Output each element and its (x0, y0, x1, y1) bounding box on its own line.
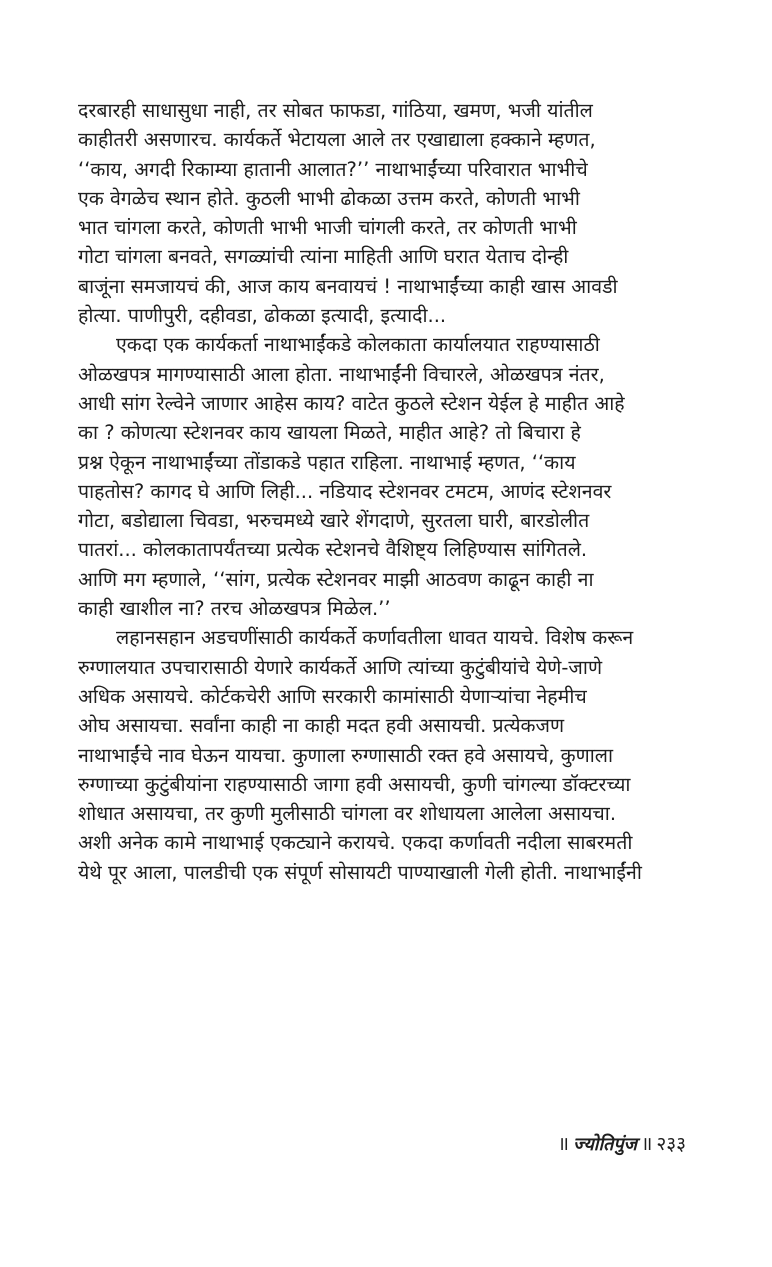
text-line: ‘‘काय, अगदी रिकाम्या हातानी आलात?’’ नाथाभाईंच्या परिवारात भाभीचे (78, 157, 588, 181)
text-line: नाथाभाईंचे नाव घेऊन यायचा. कुणाला रुग्णासाठी रक्त हवे असायचे, कुणाला (78, 743, 614, 767)
text-line: रुग्णाच्या कुटुंबीयांना राहण्यासाठी जागा हवी असायची, कुणी चांगल्या डॉक्टरच्या (78, 772, 631, 796)
page-number: २३३ (656, 1133, 686, 1155)
text-line: एकदा एक कार्यकर्ता नाथाभाईंकडे कोलकाता कार्यालयात राहण्यासाठी (116, 333, 600, 357)
text-line: काहीतरी असणारच. कार्यकर्ते भेटायला आले तर एखाद्याला हक्काने म्हणत, (78, 128, 596, 152)
paragraph-3 (78, 623, 690, 887)
text-line: प्रश्न ऐकून नाथाभाईंच्या तोंडाकडे पहात राहिला. नाथाभाई म्हणत, ‘‘काय (78, 450, 576, 474)
text-line: काही खाशील ना? तरच ओळखपत्र मिळेल.’’ (78, 597, 391, 621)
text-line: अधिक असायचे. कोर्टकचेरी आणि सरकारी कामांसाठी येणाऱ्यांचा नेहमीच (78, 684, 587, 708)
text-line: गोटा, बडोद्याला चिवडा, भरुचमध्ये खारे शेंगदाणे, सुरतला घारी, बारडोलीत (78, 509, 590, 533)
page-footer (558, 1130, 686, 1156)
text-line: एक वेगळेच स्थान होते. कुठली भाभी ढोकळा उत्तम करते, कोणती भाभी (78, 186, 580, 210)
text-line: ओघ असायचा. सर्वांना काही ना काही मदत हवी असायची. प्रत्येकजण (78, 714, 565, 738)
book-title-logo: ज्योतिपुंज (573, 1134, 637, 1155)
text-line: आणि मग म्हणाले, ‘‘सांग, प्रत्येक स्टेशनवर माझी आठवण काढून काही ना (78, 567, 594, 591)
text-line: होत्या. पाणीपुरी, दहीवडा, ढोकळा इत्यादी, इत्यादी... (78, 304, 447, 328)
text-line: भात चांगला करते, कोणती भाभी भाजी चांगली करते, तर कोणती भाभी (78, 216, 577, 240)
text-line: दरबारही साधासुधा नाही, तर सोबत फाफडा, गांठिया, खमण, भजी यांतील (78, 99, 593, 122)
text-line: आधी सांग रेल्वेने जाणार आहेस काय? वाटेत कुठले स्टेशन येईल हे माहीत आहे (78, 391, 625, 415)
text-line: शोधात असायचा, तर कुणी मुलीसाठी चांगला वर शोधायला आलेला असायचा. (78, 802, 617, 826)
footer-close-mark: ॥ (640, 1133, 653, 1155)
text-line: का ? कोणत्या स्टेशनवर काय खायला मिळते, माहीत आहे? तो बिचारा हे (78, 421, 581, 445)
page-body (78, 96, 690, 887)
text-line: येथे पूर आला, पालडीची एक संपूर्ण सोसायटी पाण्याखाली गेली होती. नाथाभाईंनी (78, 860, 642, 884)
text-line: रुग्णालयात उपचारासाठी येणारे कार्यकर्ते आणि त्यांच्या कुटुंबीयांचे येणे-जाणे (78, 655, 603, 679)
paragraph-2 (78, 330, 690, 623)
text-line: अशी अनेक कामे नाथाभाई एकट्याने करायचे. एकदा कर्णावती नदीला साबरमती (78, 831, 633, 855)
text-line: लहानसहान अडचणींसाठी कार्यकर्ते कर्णावतीला धावत यायचे. विशेष करून (116, 626, 634, 650)
text-line: ओळखपत्र मागण्यासाठी आला होता. नाथाभाईंनी विचारले, ओळखपत्र नंतर, (78, 362, 605, 386)
text-line: पातरां... कोलकातापर्यंतच्या प्रत्येक स्टेशनचे वैशिष्ट्य लिहिण्यास सांगितले. (78, 538, 588, 562)
text-line: पाहतोस? कागद घे आणि लिही... नडियाद स्टेशनवर टमटम, आणंद स्टेशनवर (78, 479, 612, 503)
paragraph-1 (78, 96, 690, 330)
footer-open-mark: ॥ (557, 1133, 570, 1155)
text-line: गोटा चांगला बनवते, सगळ्यांची त्यांना माहिती आणि घरात येताच दोन्ही (78, 245, 569, 269)
text-line: बाजूंना समजायचं की, आज काय बनवायचं ! नाथाभाईंच्या काही खास आवडी (78, 274, 618, 298)
